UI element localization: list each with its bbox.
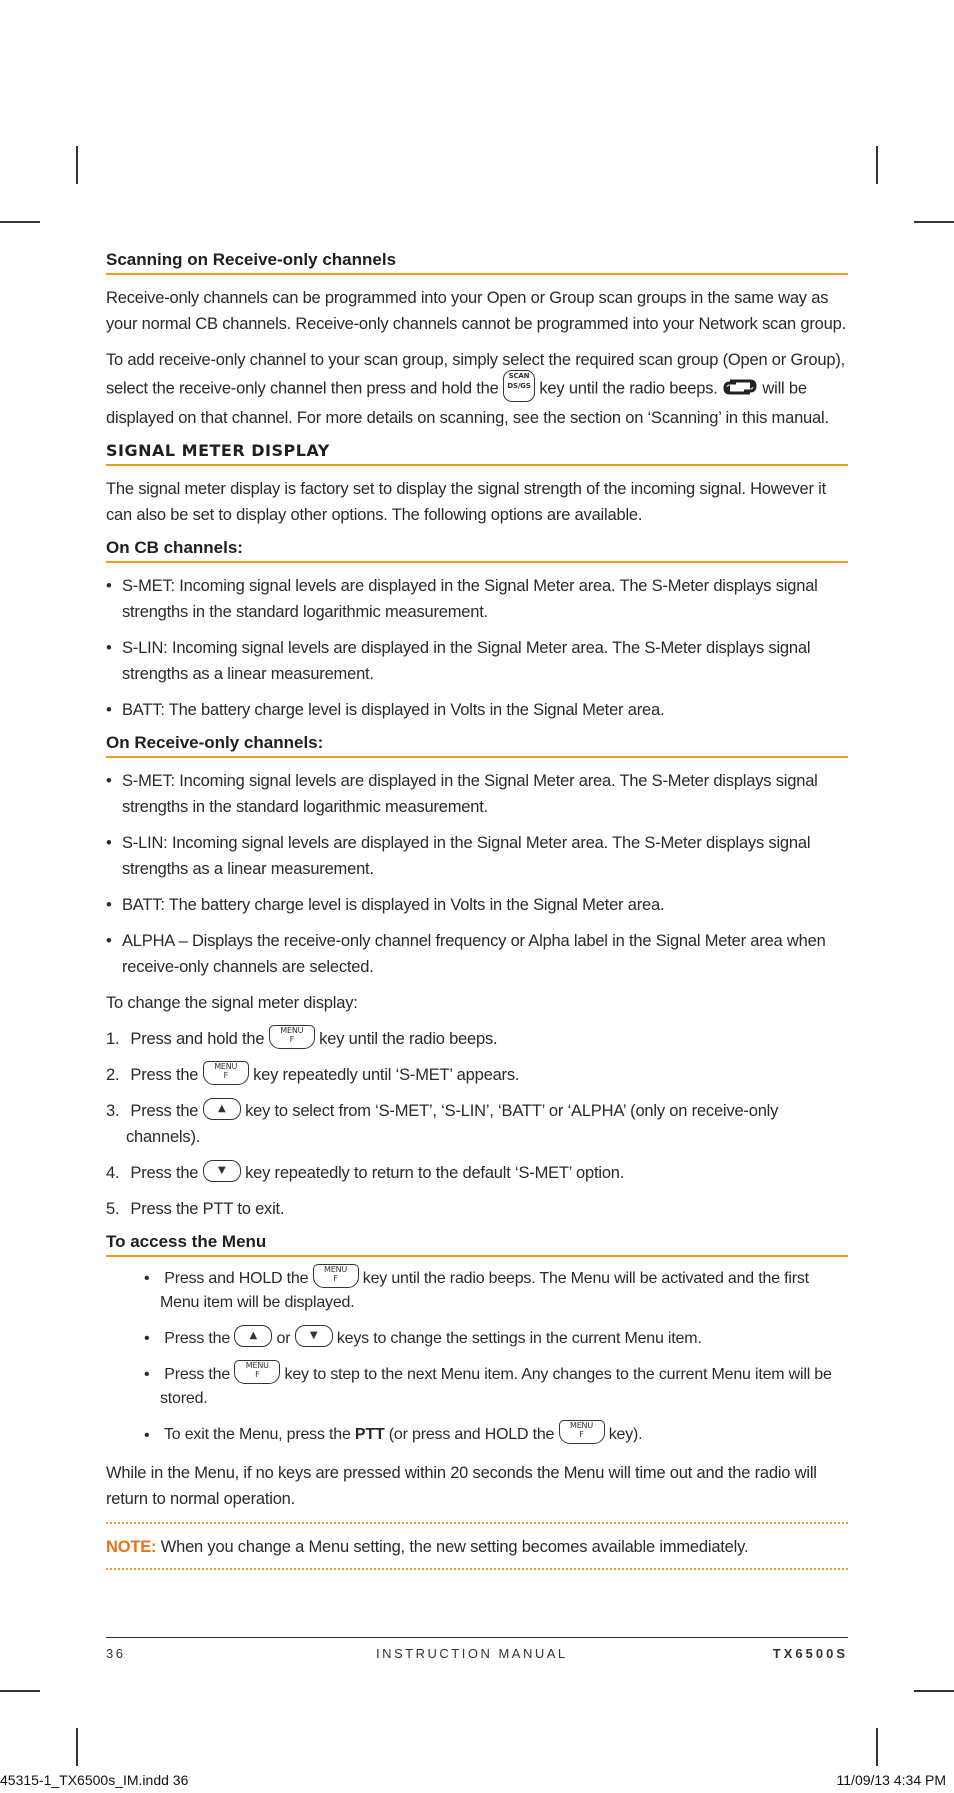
scan-loop-icon <box>722 377 758 397</box>
list-item: • ALPHA – Displays the receive-only channel frequency or Alpha label in the Signal Meter area when receive-only channels are selected. <box>106 928 848 980</box>
step-item <box>106 1062 848 1088</box>
crop-mark <box>0 1690 40 1692</box>
menu-item-text: keys to change the settings in the current Menu item. <box>336 1330 702 1348</box>
menu-item-text: key until the radio beeps. The Menu will be activated and the first Menu item will be displayed. <box>160 1270 809 1312</box>
crop-mark <box>876 146 878 184</box>
change-display-steps <box>106 1026 848 1222</box>
menu-item-text: Press and HOLD the <box>164 1270 309 1288</box>
step-item <box>106 1098 848 1150</box>
step-item <box>106 1160 848 1186</box>
menu-key-top: MENU <box>280 1025 304 1035</box>
list-item: • S-MET: Incoming signal levels are displayed in the Signal Meter area. The S-Meter displays signal strengths in the standard logarithmic measurement. <box>106 573 848 625</box>
list-item <box>144 1363 848 1411</box>
up-key-icon: ▲ <box>203 1098 241 1120</box>
step-item <box>106 1196 848 1222</box>
menu-key-bottom: F <box>579 1430 584 1440</box>
crop-mark <box>76 1728 78 1766</box>
menu-item-text: key to step to the next Menu item. Any changes to the current Menu item will be stored. <box>160 1366 832 1408</box>
cb-channels-list <box>106 573 848 723</box>
menu-item-text: To exit the Menu, press the <box>163 1426 351 1444</box>
menu-item-text: or <box>276 1330 291 1348</box>
scanning-para-2-text: To add receive-only channel to your scan group, simply select the required scan group (Open or Group), select the receive-only channel then press and hold the <box>106 351 846 398</box>
menu-item-text: (or press and HOLD the <box>388 1426 555 1444</box>
menu-item-text: Press the <box>164 1366 231 1384</box>
list-item <box>144 1423 848 1447</box>
rx-channels-heading: On Receive-only channels: <box>106 733 848 758</box>
step-number: 5. <box>106 1200 120 1218</box>
menu-key-bottom: F <box>255 1370 260 1380</box>
scanning-para-2-text: key until the radio beeps. <box>539 379 718 398</box>
menu-key-top: MENU <box>245 1361 269 1371</box>
menu-key-icon <box>203 1061 249 1085</box>
scan-key-icon <box>503 370 535 402</box>
note-text: When you change a Menu setting, the new setting becomes available immediately. <box>160 1537 749 1556</box>
cb-channels-heading: On CB channels: <box>106 538 848 563</box>
page-footer <box>106 1637 848 1668</box>
rx-channels-list <box>106 768 848 980</box>
scanning-para-2-text: will be displayed on that channel. For more details on scanning, see the section on ‘Scanning’ in this manual. <box>106 379 829 427</box>
menu-item-text: Press the <box>164 1330 231 1348</box>
list-item: • S-LIN: Incoming signal levels are displayed in the Signal Meter area. The S-Meter displays signal strengths as a linear measurement. <box>106 635 848 687</box>
step-text: key until the radio beeps. <box>319 1030 498 1048</box>
scanning-para-2 <box>106 347 848 431</box>
list-item <box>144 1327 848 1351</box>
menu-key-icon <box>313 1264 359 1288</box>
step-text: key repeatedly to return to the default ‘S-MET’ option. <box>245 1164 625 1182</box>
list-item: • BATT: The battery charge level is displayed in Volts in the Signal Meter area. <box>106 697 848 723</box>
step-text: Press the PTT to exit. <box>130 1200 285 1218</box>
scanning-para-1: Receive-only channels can be programmed into your Open or Group scan groups in the same way as your normal CB channels. Receive-only channels cannot be programmed into your Network scan group. <box>106 289 846 333</box>
list-item: • BATT: The battery charge level is displayed in Volts in the Signal Meter area. <box>106 892 848 918</box>
crop-mark <box>876 1728 878 1766</box>
crop-mark <box>914 1690 954 1692</box>
list-item <box>144 1267 848 1315</box>
menu-item-text: key). <box>608 1426 643 1444</box>
menu-key-top: MENU <box>324 1265 348 1274</box>
crop-mark <box>76 146 78 184</box>
menu-key-icon <box>269 1025 315 1049</box>
down-key-icon: ▼ <box>203 1160 241 1182</box>
step-text: Press the <box>130 1066 199 1084</box>
menu-key-bottom: F <box>289 1034 294 1044</box>
change-display-intro: To change the signal meter display: <box>106 994 358 1012</box>
crop-mark <box>914 221 954 223</box>
scan-key-bottom: DS/GS <box>507 382 531 390</box>
footer-title: INSTRUCTION MANUAL <box>376 1646 568 1661</box>
step-text: Press the <box>130 1102 199 1120</box>
print-slug-date: 11/09/13 4:34 PM <box>836 1772 946 1788</box>
list-item: • S-MET: Incoming signal levels are displayed in the Signal Meter area. The S-Meter displays signal strengths in the standard logarithmic measurement. <box>106 768 848 820</box>
menu-timeout-text: While in the Menu, if no keys are pressed within 20 seconds the Menu will time out and the radio will return to normal operation. <box>106 1463 817 1508</box>
scanning-heading: Scanning on Receive-only channels <box>106 250 848 275</box>
step-text: key to select from ‘S-MET’, ‘S-LIN’, ‘BATT’ or ‘ALPHA’ (only on receive-only channels). <box>126 1102 779 1146</box>
step-number: 3. <box>106 1102 120 1120</box>
step-item <box>106 1026 848 1052</box>
crop-mark <box>0 221 40 223</box>
signal-meter-intro: The signal meter display is factory set to display the signal strength of the incoming signal. However it can also be set to display other options. The following options are available. <box>106 480 827 524</box>
menu-key-bottom: F <box>223 1070 228 1080</box>
footer-model: TX6500S <box>772 1646 848 1661</box>
list-item: • S-LIN: Incoming signal levels are displayed in the Signal Meter area. The S-Meter displays signal strengths as a linear measurement. <box>106 830 848 882</box>
page-content <box>106 250 848 1570</box>
note-label: NOTE: <box>106 1537 157 1556</box>
note-box <box>106 1522 848 1570</box>
menu-key-top: MENU <box>570 1421 593 1431</box>
page-number: 36 <box>106 1646 126 1661</box>
signal-meter-heading: SIGNAL METER DISPLAY <box>106 441 848 466</box>
scan-key-top: SCAN <box>508 372 530 380</box>
step-number: 1. <box>106 1030 120 1048</box>
menu-key-icon <box>559 1420 605 1444</box>
note-paragraph <box>106 1534 848 1560</box>
step-text: key repeatedly until ‘S-MET’ appears. <box>253 1066 520 1084</box>
step-number: 2. <box>106 1066 120 1084</box>
up-key-icon: ▲ <box>234 1325 272 1347</box>
down-key-icon: ▼ <box>295 1325 333 1347</box>
menu-key-icon <box>234 1360 280 1384</box>
step-text: Press and hold the <box>130 1030 265 1048</box>
menu-key-top: MENU <box>214 1061 238 1071</box>
ptt-label: PTT <box>354 1426 385 1444</box>
step-number: 4. <box>106 1164 120 1182</box>
menu-access-heading: To access the Menu <box>106 1232 848 1257</box>
menu-key-bottom: F <box>333 1274 338 1283</box>
menu-access-list <box>106 1267 848 1448</box>
print-slug-file: 45315-1_TX6500s_IM.indd 36 <box>0 1772 189 1788</box>
step-text: Press the <box>130 1164 199 1182</box>
